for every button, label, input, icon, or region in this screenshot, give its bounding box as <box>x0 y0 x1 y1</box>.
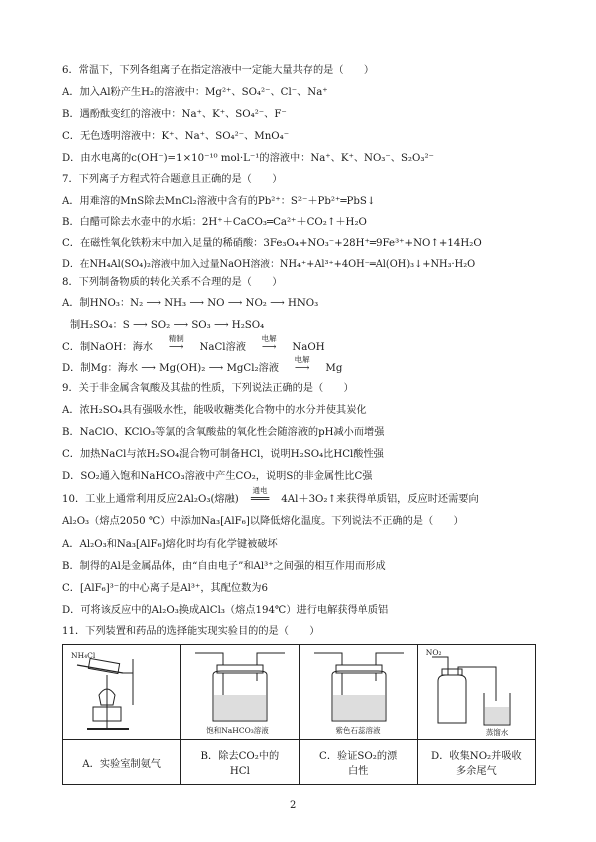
caption-d-line1: D．收集NO₂并吸收 <box>431 751 522 762</box>
caption-b-line1: B．除去CO₂中的 <box>200 751 280 762</box>
q7-option-d: D．在NH₄Al(SO₄)₂溶液中加入过量NaOH溶液：NH₄⁺+Al³⁺+4OH⁻═Al(OH)₃↓+NH₃·H₂O <box>62 259 476 270</box>
q8d-arrow: 电解 ⟶ <box>282 362 322 376</box>
caption-c-line2: 白性 <box>347 766 369 777</box>
figure-c <box>299 645 417 740</box>
q8d-start: D．制Mg：海水 ⟶ Mg(OH)₂ ⟶ MgCl₂溶液 <box>62 363 279 374</box>
page-number: 2 <box>290 800 297 811</box>
q6-stem: 6．常温下，下列各组离子在指定溶液中一定能大量共存的是（ ） <box>62 65 375 76</box>
q8-option-a: A．制HNO₃：N₂ ⟶ NH₃ ⟶ NO ⟶ NO₂ ⟶ HNO₃ <box>62 298 319 309</box>
q10-option-c: C．[AlF₆]³⁻的中心离子是Al³⁺，其配位数为6 <box>62 583 268 594</box>
q6-option-a: A．加入Al粉产生H₂的溶液中：Mg²⁺、SO₄²⁻、Cl⁻、Na⁺ <box>62 87 328 98</box>
caption-d-line2: 多余尾气 <box>456 766 497 777</box>
q11-stem: 11．下列装置和药品的选择能实现实验目的的是（ ） <box>62 626 320 637</box>
experiment-table <box>62 644 536 785</box>
ammonium-chloride-label: NH₄Cl <box>71 651 96 660</box>
q10-option-a: A．Al₂O₃和Na₃[AlF₆]熔化时均有化学键被破坏 <box>62 539 278 550</box>
q10-stem-line1 <box>62 486 479 507</box>
q10-start: 10．工业上通常利用反应2Al₂O₃(熔融) <box>62 494 239 505</box>
q6-option-b: B．遇酚酞变红的溶液中：Na⁺、K⁺、SO₄²⁻、F⁻ <box>62 109 287 120</box>
q10-option-b: B．制得的Al是金属晶体，由“自由电子”和Al³⁺之间强的相互作用而形成 <box>62 561 386 572</box>
caption-c-line1: C．验证SO₂的漂 <box>319 751 398 762</box>
caption-a <box>63 740 181 785</box>
q9-option-b: B．NaClO、KClO₃等氯的含氧酸盐的氧化性会随溶液的pH减小而增强 <box>62 427 385 438</box>
q9-stem: 9．关于非金属含氧酸及其盐的性质，下列说法正确的是（ ） <box>62 383 354 394</box>
distilled-water-label: 蒸馏水 <box>485 728 509 737</box>
figure-a <box>63 645 181 740</box>
q8c-arrow2-label: 电解 <box>261 334 277 343</box>
q8c-end: NaOH <box>292 342 325 353</box>
q10-option-d: D．可将该反应中的Al₂O₃换成AlCl₃（熔点194℃）进行电解获得单质铝 <box>62 605 389 616</box>
q7-stem: 7．下列离子方程式符合题意且正确的是（ ） <box>62 174 283 185</box>
q9-option-d: D．SO₂通入饱和NaHCO₃溶液中产生CO₂，说明S的非金属性比C强 <box>62 471 373 482</box>
q8c-arrow1-label: 精制 <box>168 334 184 343</box>
saturated-sodium-bicarbonate-label: 饱和NaHCO₃溶液 <box>206 726 269 735</box>
figure-b <box>181 645 299 740</box>
q9-option-c: C．加热NaCl与浓H₂SO₄混合物可制备HCl，说明H₂SO₄比HCl酸性强 <box>62 449 384 460</box>
q10-stem-line2: Al₂O₃（熔点2050 ℃）中添加Na₃[AlF₆]以降低熔化温度。下列说法不正确的是（ ） <box>62 516 464 527</box>
q7-option-c: C．在磁性氧化铁粉末中加入足量的稀硝酸：3Fe₃O₄+NO₃⁻+28H⁺═9Fe³⁺+NO↑+14H₂O <box>62 238 482 249</box>
q7-option-b: B．白醋可除去水壶中的水垢：2H⁺＋CaCO₃═Ca²⁺＋CO₂↑＋H₂O <box>62 217 367 228</box>
q8-option-d <box>62 355 343 376</box>
caption-a-text: A．实验室制氨气 <box>82 758 161 770</box>
q8-stem: 8．下列制备物质的转化关系不合理的是（ ） <box>62 277 283 288</box>
litmus-solution-label: 紫色石蕊溶液 <box>335 726 381 735</box>
q10-condition-arrow: 通电 ═══ <box>242 493 278 507</box>
q7-option-a: A．用难溶的MnS除去MnCl₂溶液中含有的Pb²⁺：S²⁻＋Pb²⁺═PbS↓ <box>62 196 376 207</box>
q8c-arrow2: 电解 ⟶ <box>249 341 289 355</box>
q9-option-a: A．浓H₂SO₄具有强吸水性，能吸收糖类化合物中的水分并使其炭化 <box>62 405 367 416</box>
q8d-arrow-label: 电解 <box>294 355 310 364</box>
nitrogen-dioxide-label: NO₂ <box>425 648 442 657</box>
caption-d <box>417 740 535 785</box>
q8c-start: C．制NaOH：海水 <box>62 342 153 353</box>
q8c-arrow1: 精制 ⟶ <box>156 341 196 355</box>
q6-option-c: C．无色透明溶液中：K⁺、Na⁺、SO₄²⁻、MnO₄⁻ <box>62 131 290 142</box>
q8d-end: Mg <box>325 363 343 374</box>
q6-option-d: D．由水电离的c(OH⁻)=1×10⁻¹⁰ mol·L⁻¹的溶液中：Na⁺、K⁺、NO₃⁻、S₂O₃²⁻ <box>62 153 434 164</box>
caption-c <box>299 740 417 785</box>
nitrogen-dioxide-collection-diagram <box>418 645 536 739</box>
figure-d <box>417 645 535 740</box>
caption-b <box>181 740 299 785</box>
caption-b-line2: HCl <box>229 766 250 777</box>
q8-option-a-line2: 制H₂SO₄：S ⟶ SO₂ ⟶ SO₃ ⟶ H₂SO₄ <box>70 320 265 331</box>
q10-continuation: 4Al＋3O₂↑来获得单质铝，反应时还需要向 <box>281 494 479 505</box>
q10-condition-label: 通电 <box>252 486 268 495</box>
q8c-middle: NaCl溶液 <box>199 342 246 353</box>
